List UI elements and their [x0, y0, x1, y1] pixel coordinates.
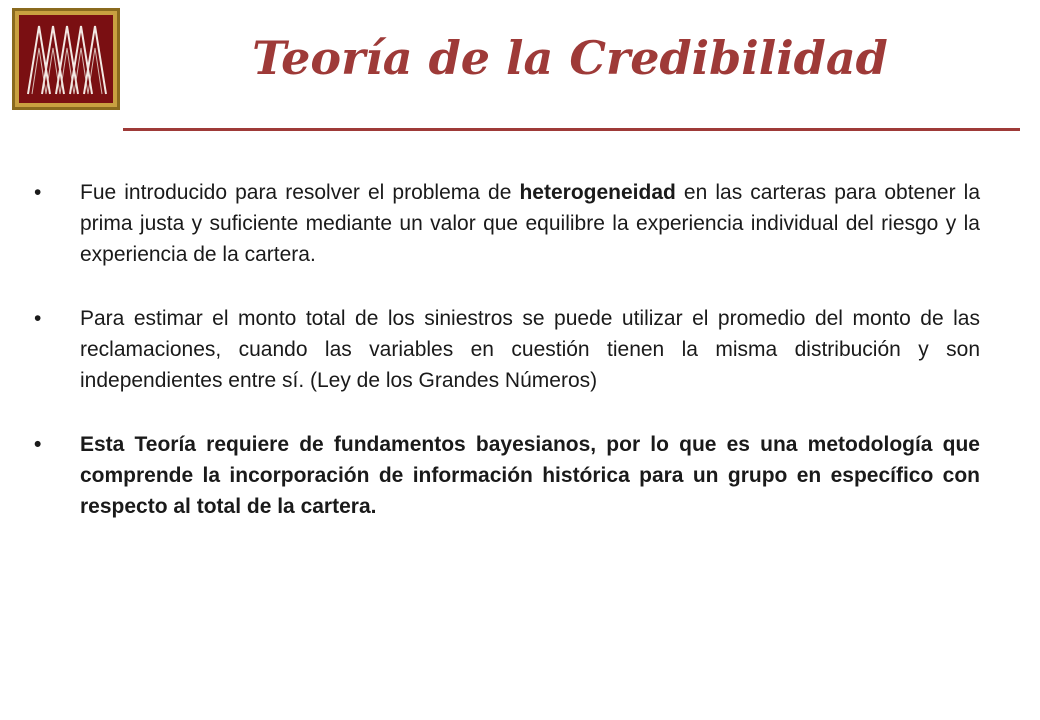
- bullet-item: [30, 429, 980, 522]
- title-divider: [123, 128, 1020, 131]
- bullet-icon: •: [34, 307, 42, 330]
- bullet-icon: •: [34, 433, 42, 456]
- bullet-item: [30, 303, 980, 396]
- bullet-text-emphasis: heterogeneidad: [519, 181, 676, 204]
- bullet-text-rest: en las carteras para obtener la prima justa y suficiente mediante un valor que equilibre la experiencia individual del riesgo y la experiencia de la cartera.: [80, 181, 980, 266]
- monogram-logo-icon: [12, 8, 120, 110]
- bullet-item: [30, 177, 980, 270]
- bullet-list: [30, 177, 980, 555]
- bullet-text: Esta Teoría requiere de fundamentos bayesianos, por lo que es una metodología que comprende la incorporación de información histórica para un grupo en específico con respecto al total de la cartera.: [80, 433, 980, 518]
- slide-title: Teoría de la Credibilidad: [252, 31, 888, 85]
- bullet-icon: •: [34, 181, 42, 204]
- bullet-text-intro: Fue introducido para resolver el problema de: [80, 181, 520, 204]
- bullet-text: Para estimar el monto total de los siniestros se puede utilizar el promedio del monto de las reclamaciones, cuando las variables en cuestión tienen la misma distribución y son independientes entre sí. (Ley de los Grandes Números): [80, 307, 980, 392]
